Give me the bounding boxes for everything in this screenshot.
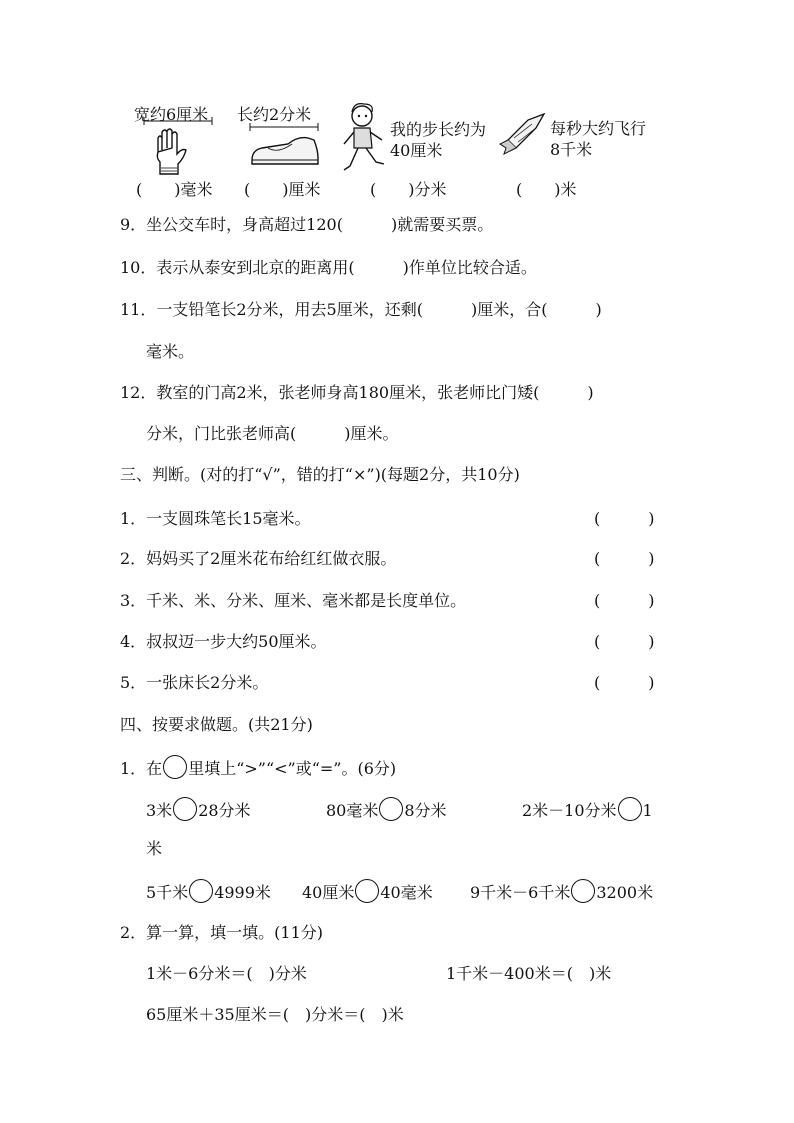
boy-caption-line1: 我的步长约为 bbox=[390, 120, 487, 139]
compare-item-5: 40厘米 40毫米 bbox=[302, 879, 433, 903]
judge-bracket-5: ( ) bbox=[594, 673, 655, 692]
calc-title: 2．算一算，填一填。(11分) bbox=[120, 923, 324, 942]
compare-item-3-wrap: 米 bbox=[146, 839, 163, 858]
calc-item-3: 65厘米＋35厘米＝( )分米＝( )米 bbox=[146, 1005, 404, 1024]
judge-item-5: 5．一张床长2分米。 bbox=[120, 673, 269, 692]
glove-width-arrow bbox=[132, 116, 222, 126]
compare-circle-1[interactable] bbox=[173, 797, 197, 821]
glove-icon bbox=[150, 128, 196, 178]
answer-blank-m: ( )米 bbox=[516, 180, 577, 199]
compare-item-4: 5千米 4999米 bbox=[146, 879, 271, 903]
section-3-title: 三、判断。(对的打“√”，错的打“×”)(每题2分，共10分) bbox=[120, 465, 520, 484]
compare-item-6: 9千米－6千米 3200米 bbox=[470, 879, 653, 903]
calc-item-2: 1千米－400米＝( )米 bbox=[446, 964, 612, 983]
compare-instruction-pre: 1．在 bbox=[120, 759, 163, 778]
shoe-icon bbox=[248, 132, 322, 170]
judge-bracket-3: ( ) bbox=[594, 591, 655, 610]
judge-item-2: 2．妈妈买了2厘米花布给红红做衣服。 bbox=[120, 549, 397, 568]
compare-circle-5[interactable] bbox=[355, 879, 379, 903]
section-4-title: 四、按要求做题。(共21分) bbox=[120, 715, 313, 734]
shoe-caption: 长约2分米 bbox=[237, 105, 312, 124]
boy-caption-line2: 40厘米 bbox=[390, 141, 443, 160]
judge-bracket-4: ( ) bbox=[594, 632, 655, 651]
compare-circle-6[interactable] bbox=[571, 879, 595, 903]
compare-circle-2[interactable] bbox=[379, 797, 403, 821]
compare-circle-sample bbox=[163, 755, 187, 779]
rocket-icon bbox=[498, 110, 550, 156]
answer-blank-mm: ( )毫米 bbox=[136, 180, 213, 199]
judge-item-3: 3．千米、米、分米、厘米、毫米都是长度单位。 bbox=[120, 591, 467, 610]
question-10: 10．表示从泰安到北京的距离用( )作单位比较合适。 bbox=[120, 258, 537, 277]
compare-circle-3[interactable] bbox=[618, 797, 642, 821]
compare-instruction-post: 里填上“>”“<”或“=”。(6分) bbox=[188, 759, 397, 778]
question-12-line2: 分米，门比张老师高( )厘米。 bbox=[146, 424, 399, 443]
compare-item-3: 2米－10分米 1 bbox=[522, 797, 653, 821]
judge-item-1: 1．一支圆珠笔长15毫米。 bbox=[120, 509, 311, 528]
question-11-line1: 11．一支铅笔长2分米，用去5厘米，还剩( )厘米，合( ) bbox=[120, 300, 602, 319]
glove-caption: 宽约6厘米 bbox=[134, 105, 209, 124]
judge-bracket-2: ( ) bbox=[594, 549, 655, 568]
answer-blank-dm: ( )分米 bbox=[370, 180, 447, 199]
answer-blank-cm: ( )厘米 bbox=[244, 180, 321, 199]
question-12-line1: 12．教室的门高2米，张老师身高180厘米，张老师比门矮( ) bbox=[120, 383, 594, 402]
question-11-line2: 毫米。 bbox=[146, 342, 195, 361]
compare-instruction bbox=[120, 755, 690, 779]
calc-item-1: 1米－6分米＝( )分米 bbox=[146, 964, 307, 983]
compare-item-1: 3米 28分米 bbox=[146, 797, 251, 821]
walking-boy-icon bbox=[340, 100, 392, 182]
rocket-caption-line2: 8千米 bbox=[550, 140, 593, 159]
shoe-length-arrow bbox=[246, 122, 322, 132]
compare-circle-4[interactable] bbox=[189, 879, 213, 903]
compare-item-2: 80毫米 8分米 bbox=[326, 797, 447, 821]
judge-item-4: 4．叔叔迈一步大约50厘米。 bbox=[120, 632, 327, 651]
rocket-caption-line1: 每秒大约飞行 bbox=[550, 119, 647, 138]
question-9: 9．坐公交车时，身高超过120( )就需要买票。 bbox=[120, 215, 494, 234]
judge-bracket-1: ( ) bbox=[594, 509, 655, 528]
